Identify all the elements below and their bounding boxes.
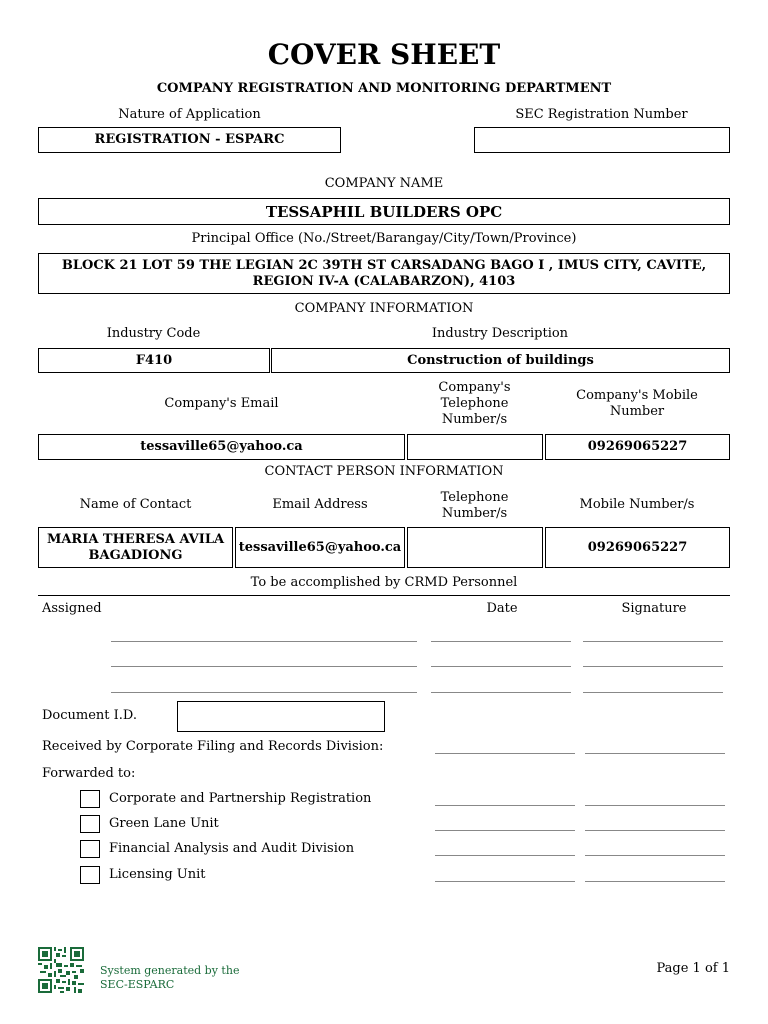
checkbox-financial-analysis[interactable] [80, 840, 100, 858]
company-telephone-label [406, 380, 543, 428]
checkbox-licensing-unit[interactable] [80, 866, 100, 884]
contact-name-label: Name of Contact [79, 497, 192, 512]
principal-office-label: Principal Office (No./Street/Barangay/City/Town/Province) [191, 231, 577, 246]
contact-telephone-label-line2: Number/s [441, 506, 508, 521]
contact-telephone-field[interactable] [407, 527, 543, 568]
company-name-label: COMPANY NAME [324, 176, 444, 191]
forward-date-line-2[interactable] [435, 830, 575, 831]
forward-signature-line-1[interactable] [585, 805, 725, 806]
company-name-field[interactable] [38, 198, 730, 225]
checkbox-corporate-partnership[interactable] [80, 790, 100, 808]
system-generated-note [100, 964, 239, 992]
company-information-heading: COMPANY INFORMATION [294, 301, 474, 316]
assigned-label: Assigned [42, 601, 102, 616]
contact-name-field[interactable] [38, 527, 233, 568]
assigned-name-line-2[interactable] [111, 666, 417, 667]
forward-signature-line-4[interactable] [585, 881, 725, 882]
forward-item-label: Financial Analysis and Audit Division [109, 841, 355, 856]
qr-code-icon [38, 947, 84, 993]
assigned-signature-line-2[interactable] [583, 666, 723, 667]
forward-date-line-1[interactable] [435, 805, 575, 806]
forward-item-label: Corporate and Partnership Registration [109, 791, 372, 806]
received-signature-line[interactable] [585, 753, 725, 754]
document-id-label: Document I.D. [42, 708, 138, 723]
assigned-name-line-3[interactable] [111, 692, 417, 693]
assigned-date-line-1[interactable] [431, 641, 571, 642]
signature-label: Signature [621, 601, 687, 616]
contact-mobile-label: Mobile Number/s [579, 497, 695, 512]
crmd-heading: To be accomplished by CRMD Personnel [250, 575, 518, 590]
company-telephone-label-line2: Telephone [440, 396, 509, 411]
contact-email-value: tessaville65@yahoo.ca [238, 539, 402, 555]
assigned-date-line-3[interactable] [431, 692, 571, 693]
nature-of-application-value: REGISTRATION - ESPARC [94, 132, 285, 147]
forwarded-label: Forwarded to: [42, 766, 136, 781]
industry-description-value: Construction of buildings [407, 352, 594, 368]
received-label: Received by Corporate Filing and Records Division: [42, 739, 384, 754]
company-mobile-label [544, 388, 730, 420]
checkbox-green-lane[interactable] [80, 815, 100, 833]
industry-code-field[interactable] [38, 348, 270, 373]
assigned-signature-line-1[interactable] [583, 641, 723, 642]
contact-email-field[interactable] [235, 527, 405, 568]
industry-code-label: Industry Code [106, 326, 201, 341]
forward-date-line-4[interactable] [435, 881, 575, 882]
industry-code-value: F410 [135, 352, 173, 368]
contact-person-heading: CONTACT PERSON INFORMATION [264, 464, 504, 479]
contact-telephone-label-line1: Telephone [440, 490, 509, 505]
assigned-signature-line-3[interactable] [583, 692, 723, 693]
forward-date-line-3[interactable] [435, 855, 575, 856]
sec-registration-label: SEC Registration Number [515, 107, 688, 122]
company-email-value: tessaville65@yahoo.ca [140, 439, 303, 454]
received-date-line[interactable] [435, 753, 575, 754]
forward-item-label: Licensing Unit [109, 867, 206, 882]
assigned-name-line-1[interactable] [111, 641, 417, 642]
company-mobile-field[interactable] [545, 434, 730, 460]
forward-item-label: Green Lane Unit [109, 816, 219, 831]
industry-description-field[interactable] [271, 348, 730, 373]
assigned-date-line-2[interactable] [431, 666, 571, 667]
principal-office-field[interactable] [38, 253, 730, 294]
company-mobile-label-line1: Company's Mobile [576, 388, 698, 403]
page-number: Page 1 of 1 [656, 961, 730, 976]
contact-email-label: Email Address [272, 497, 368, 512]
company-telephone-field[interactable] [407, 434, 543, 460]
contact-telephone-label [406, 490, 543, 522]
contact-mobile-field[interactable] [545, 527, 730, 568]
company-email-field[interactable] [38, 434, 405, 460]
company-mobile-label-line2: Number [609, 404, 665, 419]
nature-of-application-label: Nature of Application [118, 107, 261, 122]
contact-name-value-line2: BAGADIONG [88, 547, 183, 563]
crmd-divider [38, 595, 730, 596]
contact-name-value-line1: MARIA THERESA AVILA [46, 531, 225, 547]
forward-signature-line-3[interactable] [585, 855, 725, 856]
forward-signature-line-2[interactable] [585, 830, 725, 831]
principal-office-line1: BLOCK 21 LOT 59 THE LEGIAN 2C 39TH ST CARSADANG BAGO I , IMUS CITY, CAVITE, [61, 258, 707, 273]
company-mobile-value: 09269065227 [587, 439, 688, 454]
company-telephone-label-line1: Company's [438, 380, 511, 395]
company-email-label: Company's Email [164, 396, 279, 411]
nature-of-application-field[interactable] [38, 127, 341, 153]
system-generated-line2: SEC-ESPARC [100, 978, 175, 991]
industry-description-label: Industry Description [431, 326, 569, 341]
sec-registration-field[interactable] [474, 127, 730, 153]
principal-office-line2: REGION IV-A (CALABARZON), 4103 [252, 274, 516, 289]
date-label: Date [486, 601, 518, 616]
document-id-field[interactable] [177, 701, 385, 732]
company-name-value: TESSAPHIL BUILDERS OPC [265, 202, 503, 221]
page-title: COVER SHEET [267, 38, 501, 71]
contact-mobile-value: 09269065227 [587, 539, 688, 555]
department-heading: COMPANY REGISTRATION AND MONITORING DEPARTMENT [156, 81, 612, 96]
system-generated-line1: System generated by the [100, 964, 240, 977]
company-telephone-label-line3: Number/s [441, 412, 508, 427]
